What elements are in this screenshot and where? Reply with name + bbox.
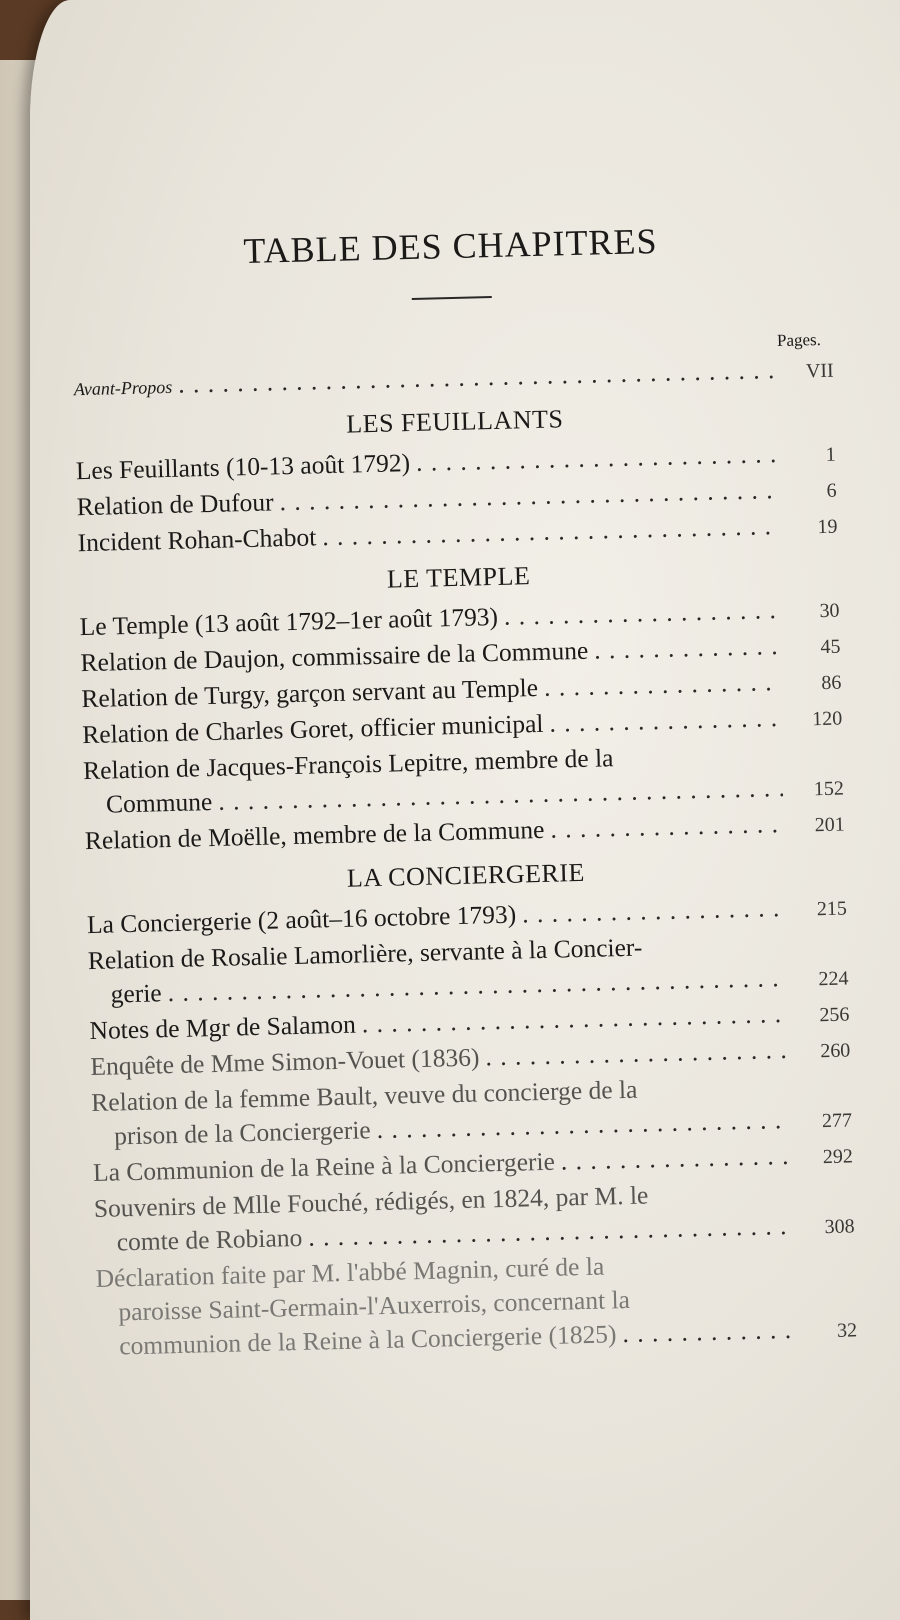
toc-entry-page: 308	[824, 1215, 855, 1239]
dot-leader	[549, 701, 782, 741]
toc-entry-page: 45	[820, 635, 841, 659]
toc-entry-label: Incident Rohan-Chabot	[77, 522, 317, 558]
toc-entry-label: Relation de Daujon, commissaire de la Commune	[80, 635, 589, 678]
toc-entry-first-line: Déclaration faite par M. l'abbé Magnin, curé de la	[95, 1251, 605, 1293]
toc-entry-label: communion de la Reine à la Conciergerie (1825)	[118, 1319, 617, 1361]
toc-entry-label: Le Temple (13 août 1792–1er août 1793)	[79, 601, 499, 642]
toc-entry-label: prison de la Conciergerie	[113, 1115, 372, 1151]
toc-entry-page: 224	[818, 967, 849, 991]
toc-entry-page: 120	[811, 707, 843, 731]
dot-leader	[485, 1033, 790, 1074]
dot-leader	[544, 665, 781, 705]
toc-entry-page: 6	[826, 479, 837, 502]
section-heading-conciergerie: LA CONCIERGERIE	[346, 857, 586, 893]
toc-entry-label: Enquête de Mme Simon-Vouet (1836)	[90, 1042, 480, 1082]
toc-entry-label: Relation de Charles Goret, officier municipal	[81, 708, 544, 750]
toc-entry-label: Avant-Propos	[73, 376, 173, 400]
dot-leader	[560, 1139, 792, 1179]
toc-entry-label: gerie	[110, 978, 162, 1009]
section-heading-temple: LE TEMPLE	[386, 561, 531, 594]
toc-entry-first-line: Relation de Rosalie Lamorlière, servante à la Concier-	[87, 932, 643, 976]
title-divider	[412, 296, 492, 300]
toc-entry-label: Relation de Moëlle, membre de la Commune	[84, 814, 545, 856]
toc-entry-page: 292	[822, 1145, 854, 1169]
toc-entry-label: La Communion de la Reine à la Conciergerie	[92, 1146, 556, 1187]
toc-entry-page: 260	[820, 1039, 851, 1063]
toc-entry-page: VII	[805, 359, 834, 383]
toc-entry-second-line: paroisse Saint-Germain-l'Auxerrois, concernant la	[118, 1284, 631, 1327]
toc-entry-page: 19	[817, 515, 838, 539]
pages-column-label: Pages.	[776, 329, 822, 351]
dot-leader	[504, 593, 779, 634]
toc-entry-label: comte de Robiano	[116, 1222, 303, 1257]
toc-entry-page: 152	[813, 777, 845, 801]
toc-entry-label: Commune	[105, 786, 213, 819]
dot-leader	[522, 891, 786, 931]
toc-entry-page: 201	[814, 813, 846, 837]
section-heading-feuillants: LES FEUILLANTS	[345, 404, 564, 439]
toc-entry-label: Les Feuillants (10-13 août 1792)	[75, 448, 411, 486]
dot-leader	[594, 629, 780, 668]
toc-entry-label: Notes de Mgr de Salamon	[89, 1009, 357, 1046]
dot-leader	[550, 807, 784, 847]
toc-entry-first-line: Relation de la femme Bault, veuve du concierge de la	[90, 1074, 638, 1118]
toc-entry-page: 86	[821, 671, 842, 695]
dot-leader	[622, 1313, 796, 1351]
toc-entry-label: Relation de Turgy, garçon servant au Temple	[81, 672, 539, 714]
toc-entry-page: 215	[816, 897, 848, 921]
toc-entry-first-line: Souvenirs de Mlle Fouché, rédigés, en 1824, par M. le	[93, 1180, 649, 1223]
page-title: TABLE DES CHAPITRES	[243, 220, 659, 272]
toc-entry-page: 1	[825, 443, 836, 466]
toc-entry-page: 256	[819, 1003, 850, 1027]
toc-entry-page: 30	[819, 599, 840, 623]
toc-entry-label: Relation de Dufour	[76, 487, 274, 522]
toc-entry-page: 32	[836, 1319, 858, 1342]
toc-entry-page: 277	[821, 1109, 853, 1133]
toc-entry-label: La Conciergerie (2 août–16 octobre 1793)	[86, 899, 517, 940]
table-of-contents	[70, 216, 857, 1366]
toc-entry-first-line: Relation de Jacques-François Lepitre, membre de la	[82, 743, 614, 786]
